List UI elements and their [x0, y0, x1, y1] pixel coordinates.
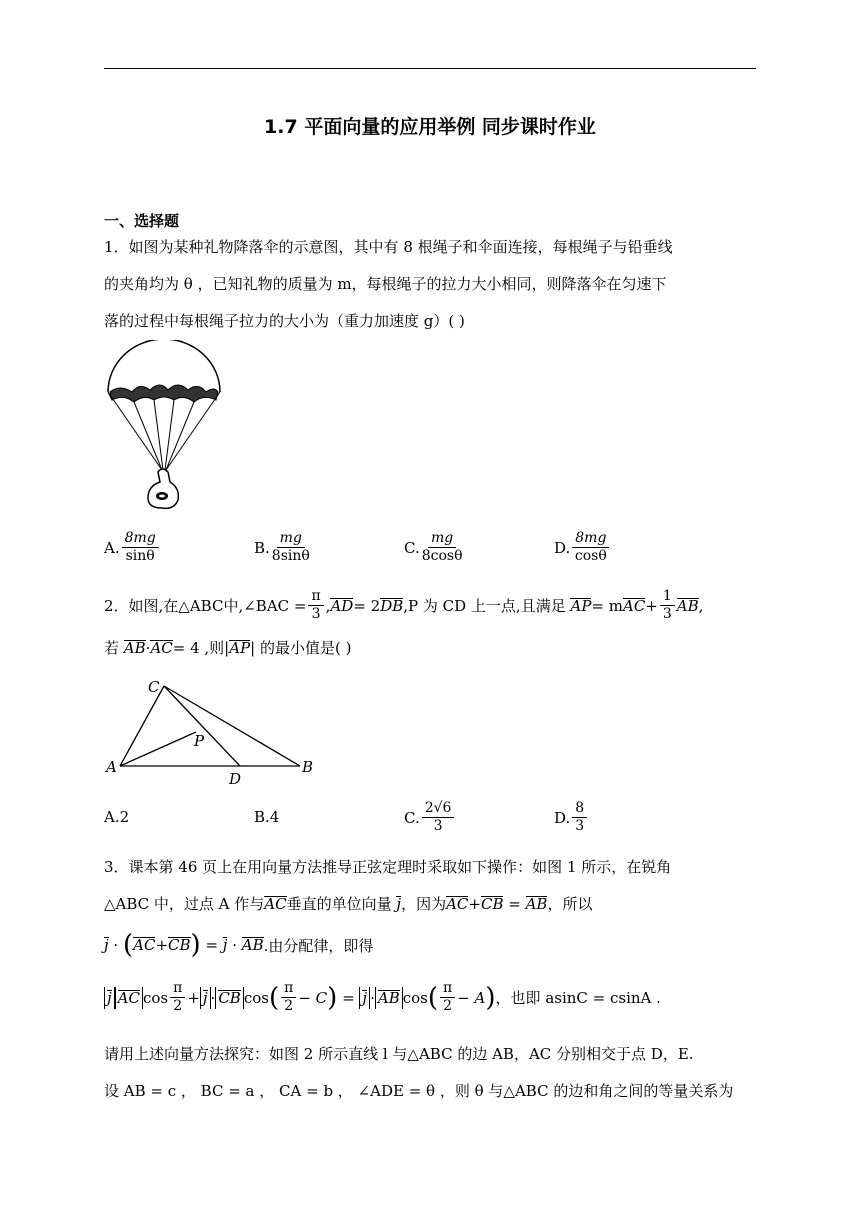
q3-two-1: 2	[173, 998, 183, 1014]
q3-cos-1: cos	[142, 988, 169, 1007]
q2-option-d-num: 8	[572, 800, 587, 818]
q1-option-b-frac	[272, 530, 310, 565]
q1-option-a-den: sinθ	[125, 548, 155, 564]
vec-ac-4: AC	[446, 894, 469, 913]
q3-pi-1: π	[170, 980, 185, 998]
q3-line3: j · ( AC + CB ) = j · AB .由分配律，即得	[104, 930, 374, 960]
vec-cb-2: CB	[168, 936, 191, 954]
q1-line3: 落的过程中每根绳子拉力的大小为（重力加速度 g）( )	[104, 312, 465, 330]
vec-ac-2: AC	[150, 638, 173, 657]
q3-minus-a: − A	[457, 988, 486, 1007]
q1-option-d[interactable]	[554, 530, 611, 565]
q3-frac-2	[281, 980, 296, 1015]
q2-option-c-label: C.	[404, 808, 420, 827]
q1-option-d-num: 8mg	[572, 530, 609, 548]
vec-db: DB	[380, 596, 404, 615]
q3-cos-3: cos	[402, 988, 428, 1007]
q2-plus: +	[645, 596, 658, 615]
label-c: C	[148, 678, 160, 696]
q3-line1: 3．课本第 46 页上在用向量方法推导正弦定理时采取如下操作：如图 1 所示，在锐角	[104, 858, 672, 876]
vec-j-3: j	[222, 936, 228, 954]
q3-cos-2: cos	[243, 988, 269, 1007]
q2-option-d-frac	[572, 800, 587, 835]
q1-option-c[interactable]	[404, 530, 465, 565]
q1-option-b[interactable]	[254, 530, 312, 565]
vec-j-6: j	[362, 988, 368, 1007]
q3-line2d: ，所以	[547, 895, 593, 913]
q3-line6: 设 AB = c ， BC = a ， CA = b ， ∠ADE = θ ，则 θ 与△ABC 的边和角之间的等量关系为	[104, 1082, 734, 1100]
vec-cb: CB	[480, 894, 504, 913]
q3-frac-1	[170, 980, 185, 1015]
q2-option-c[interactable]	[404, 800, 456, 835]
q3-two-3: 2	[443, 998, 453, 1014]
q2-three-b: 3	[662, 606, 672, 622]
label-p: P	[194, 732, 205, 750]
q3-pi-3: π	[440, 980, 455, 998]
vec-ab-2: AB	[123, 638, 146, 657]
vec-ab-5: AB	[377, 988, 400, 1007]
header-rule	[104, 68, 756, 69]
q3-two-2: 2	[284, 998, 294, 1014]
label-d: D	[229, 770, 242, 788]
q1-option-a-num: 8mg	[122, 530, 159, 548]
q1-option-c-num: mg	[428, 530, 456, 548]
q2-prefix: 2．如图,在△ABC中,∠BAC =	[104, 597, 307, 615]
q1-option-b-num: mg	[277, 530, 305, 548]
q2-third-frac	[660, 588, 675, 623]
q3-line5: 请用上述向量方法探究：如图 2 所示直线 l 与△ABC 的边 AB，AC 分别相交于点 D，E.	[104, 1045, 694, 1063]
vec-ac-3: AC	[264, 894, 287, 913]
q1-option-c-label: C.	[404, 538, 420, 557]
q2-pi: π	[308, 588, 323, 606]
label-b: B	[302, 758, 314, 776]
q3-line2a: △ABC 中，过点 A 作与	[104, 895, 265, 913]
q2-ask: | 的最小值是( )	[250, 639, 352, 657]
q2-dot: ·	[145, 638, 151, 657]
vec-j: j	[396, 894, 402, 913]
q3-minus-c: − C	[298, 988, 328, 1007]
q2-option-d-label: D.	[554, 808, 571, 827]
q3-line4: j AC cos $\frac{\pi}{2}$ + j · CB cos ( $\frac{\pi}{2}$ − C ) = j · AB cos ( $\frac{\pi}{2}$ − A ) ，也即 asinC = csinA .	[104, 980, 661, 1015]
q1-option-d-frac	[572, 530, 609, 565]
q1-option-b-label: B.	[254, 538, 270, 557]
q1-option-a-label: A.	[104, 538, 120, 557]
q3-line2c: ，因为	[401, 895, 447, 913]
q2-option-d-den: 3	[575, 818, 585, 834]
vec-ab-3: AB	[525, 894, 548, 913]
q2-option-a-label: A.2	[104, 808, 130, 826]
q2-option-c-num: 2√6	[422, 800, 455, 818]
q2-option-a[interactable]	[104, 808, 129, 826]
triangle-figure	[104, 676, 324, 788]
q2-eq2: = 2	[353, 596, 381, 615]
q1-option-b-den: 8sinθ	[271, 548, 310, 564]
q1-text	[104, 229, 759, 340]
vec-j-4: j	[107, 988, 112, 1007]
q2-if: 若	[104, 639, 120, 657]
q1-option-a-frac	[122, 530, 159, 565]
q2-option-d[interactable]	[554, 800, 589, 835]
q2-line2	[104, 637, 351, 658]
q2-line1: 2．如图,在△ABC中,∠BAC = $\frac{\pi}{3}$ , AD = 2 DB ,P 为 CD 上一点,且满足 AP = m AC + $\frac{1}{3}$ AB ,	[104, 588, 704, 622]
section-heading: 一、选择题	[104, 212, 180, 230]
q2-option-c-frac	[422, 800, 455, 835]
vec-j-2: j	[104, 936, 109, 954]
vec-ap-2: AP	[229, 638, 251, 657]
q2-option-c-den: 3	[433, 818, 443, 834]
q1-option-a[interactable]	[104, 530, 161, 565]
vec-ac-5: AC	[133, 936, 156, 954]
q2-eqm: = m	[591, 596, 623, 615]
label-a: A	[106, 758, 117, 776]
q3-line2b: 垂直的单位向量	[286, 895, 392, 913]
q1-option-c-den: 8cosθ	[421, 548, 463, 564]
q2-mid: ,P 为 CD 上一点,且满足	[403, 597, 566, 615]
q3-line4-tail: ，也即 asinC = csinA .	[495, 989, 661, 1007]
q1-line2: 的夹角均为 θ ，已知礼物的质量为 m，每根绳子的拉力大小相同，则降落伞在匀速下	[104, 275, 667, 293]
q2-option-b-label: B.4	[254, 808, 280, 826]
page-title: 1.7 平面向量的应用举例 同步课时作业	[264, 116, 596, 138]
q1-option-d-den: cosθ	[574, 548, 607, 564]
q2-angle-frac	[308, 588, 323, 623]
vec-ap: AP	[570, 596, 592, 615]
q3-pi-2: π	[281, 980, 296, 998]
q2-one: 1	[660, 588, 675, 606]
q1-option-d-label: D.	[554, 538, 571, 557]
vec-j-5: j	[202, 988, 208, 1007]
q3-line3-text: .由分配律，即得	[263, 936, 374, 955]
q2-three: 3	[311, 606, 321, 622]
q2-option-b[interactable]	[254, 808, 279, 826]
vec-ab-4: AB	[241, 936, 264, 954]
vec-ad: AD	[330, 596, 354, 615]
vec-cb-3: CB	[218, 988, 241, 1007]
q3-frac-3	[440, 980, 455, 1015]
vec-ac: AC	[622, 596, 646, 615]
q1-option-c-frac	[422, 530, 463, 565]
vec-ac-6: AC	[117, 988, 140, 1007]
q2-eq4: = 4 ,则|	[172, 639, 230, 657]
parachute-figure	[104, 340, 224, 512]
vec-ab: AB	[676, 596, 699, 615]
q1-line1: 1．如图为某种礼物降落伞的示意图，其中有 8 根绳子和伞面连接，每根绳子与铅垂线	[104, 238, 673, 256]
q3-line2: △ABC 中，过点 A 作与 AC 垂直的单位向量 j ，因为 AC + CB = AB ，所以	[104, 894, 593, 913]
